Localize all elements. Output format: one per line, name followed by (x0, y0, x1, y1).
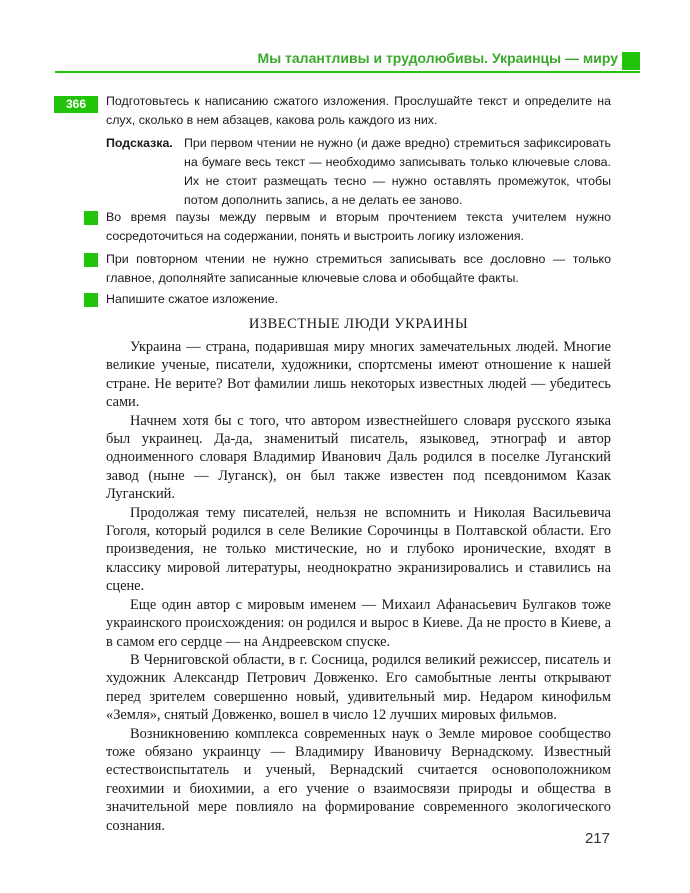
bullet-square-icon (84, 253, 98, 267)
bullet-square-icon (84, 211, 98, 225)
article-paragraph: Начнем хотя бы с того, что автором известнейшего словаря русского языка был украинец. Да-да, знаменитый писатель, языковед, этнограф и автор одноименного словаря Владимир Иванович Даль родился в поселке Луганский завод (ныне — Луганск), он был также известен под псевдонимом Казак Луганский. (106, 412, 611, 503)
bullet-square-icon (84, 293, 98, 307)
page-number: 217 (584, 830, 610, 847)
header-accent-square (622, 52, 640, 70)
article-paragraph: Возникновению комплекса современных наук о Земле мировое сообщество тоже обязано украинцу — Владимиру Ивановичу Вернадскому. Известный естествоиспытатель и ученый, Вернадский считается основоположником геохимии и биохимии, а его учение о взаимосвязи природы и общества в значительной мере повлияло на формирование современного экологического сознания. (106, 725, 611, 834)
hint-text: При первом чтении не нужно (и даже вредно) стремиться зафиксировать на бумаге весь текст — необходимо записывать только ключевые слова. Их не стоит размещать тесно — нужно оставлять промежуток, чтобы потом дополнить запись, а не делать ее заново. (184, 136, 611, 207)
task-number-badge: 366 (54, 96, 98, 113)
page-header-title: Мы талантливы и трудолюбивы. Украинцы — миру (257, 50, 618, 66)
bullet-item: Напишите сжатое изложение. (106, 292, 279, 306)
header-divider (55, 71, 640, 73)
hint-block (106, 134, 611, 210)
article-body (106, 338, 611, 835)
bullet-item: При повторном чтении не нужно стремиться записывать все дословно — только главное, дополняйте записанные ключевые слова и обобщайте факты. (106, 252, 611, 285)
task-instruction: Подготовьтесь к написанию сжатого изложения. Прослушайте текст и определите на слух, сколько в нем абзацев, какова роль каждого из них. (106, 94, 611, 127)
hint-label: Подсказка. (106, 136, 173, 150)
article-title: ИЗВЕСТНЫЕ ЛЮДИ УКРАИНЫ (248, 316, 469, 332)
article-paragraph: Продолжая тему писателей, нельзя не вспомнить и Николая Васильевича Гоголя, который родился в селе Великие Сорочинцы в Полтавской области. Его произведения, не только мистические, но и глубоко иронические, входят в классику мировой литературы, неоднократно экранизировались и ставились на сцене. (106, 504, 611, 595)
article-paragraph: Еще один автор с мировым именем — Михаил Афанасьевич Булгаков тоже украинского происхождения: он родился и вырос в Киеве. Да не просто в Киеве, а в самом его сердце — на Андреевском спуске. (106, 596, 611, 650)
article-paragraph: В Черниговской области, в г. Сосница, родился великий режиссер, писатель и художник Александр Петрович Довженко. Его самобытные ленты открывают перед зрителем совершенно новый, удивительный мир. Недаром кинофильм «Земля», снятый Довженко, вошел в число 12 лучших мировых фильмов. (106, 651, 611, 724)
bullet-item: Во время паузы между первым и вторым прочтением текста учителем нужно сосредоточиться на содержании, понять и выстроить логику изложения. (106, 210, 611, 243)
article-paragraph: Украина — страна, подарившая миру многих замечательных людей. Многие великие ученые, писатели, художники, спортсмены имеют отношение к нашей стране. Не верите? Вот фамилии лишь некоторых известных людей — убедитесь сами. (106, 339, 611, 411)
